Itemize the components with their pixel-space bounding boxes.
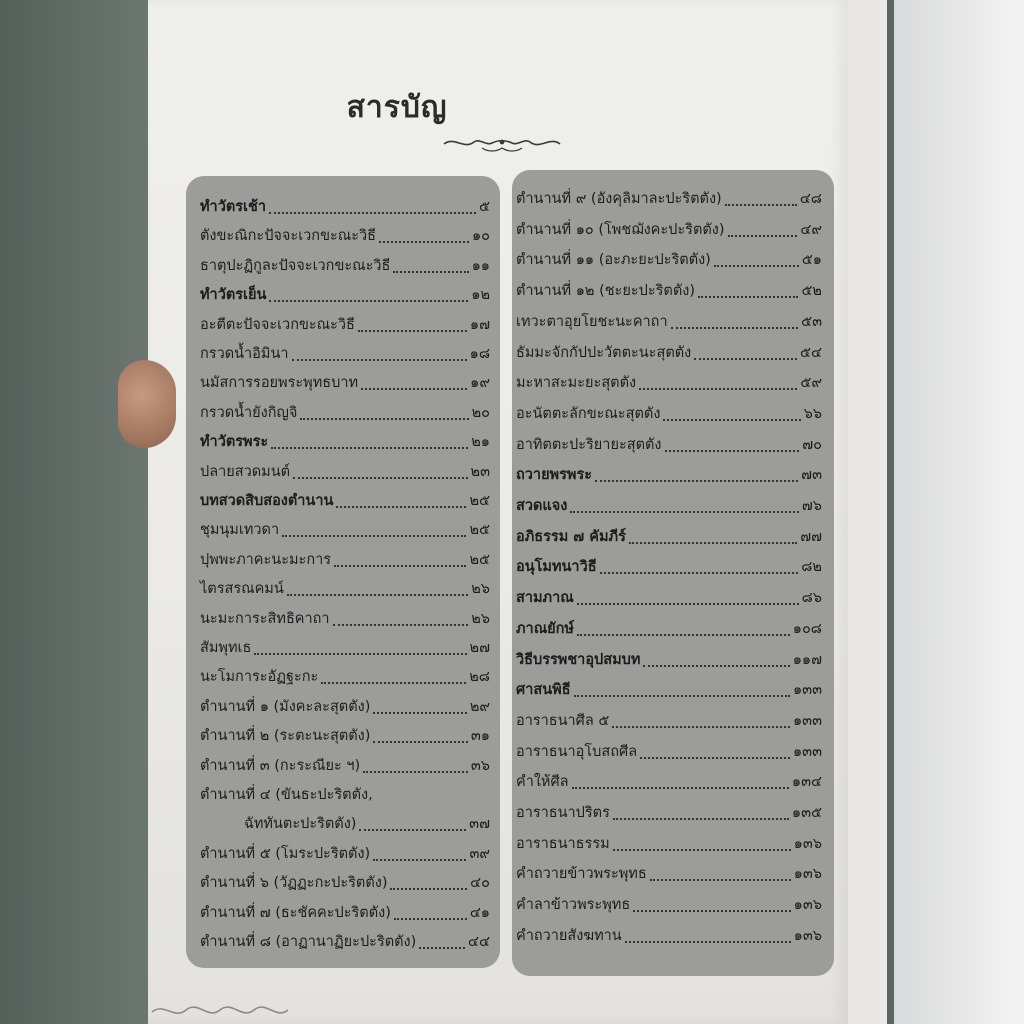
toc-entry-label: กรวดน้ำอิมินา [200,346,289,362]
toc-leader-dots [373,858,466,861]
toc-entry-label: ชุมนุมเทวดา [200,522,280,539]
toc-entry-page-number: ๒๖ [471,581,490,598]
toc-entry-label: อะตีตะปัจจะเวกขะณะวิธี [200,316,355,333]
toc-leader-dots [663,418,800,421]
page-title: สารบัญ [346,90,448,125]
toc-entry [516,741,822,763]
toc-entry-label: ศาสนพิธี [516,682,571,699]
toc-leader-dots [643,664,789,667]
toc-entry [244,813,490,835]
toc-leader-dots [698,295,798,298]
toc-entry [200,314,490,336]
finger [118,360,176,448]
toc-entry [516,188,822,210]
toc-entry-label: ภาณยักษ์ [516,620,574,637]
toc-entry-label: ตำนานที่ ๑๐ (โพชฌังคะปะริตตัง) [516,221,725,238]
toc-entry [200,755,490,777]
toc-entry [516,556,822,578]
toc-entry-page-number: ๘๒ [801,559,822,576]
toc-entry-label: นะมะการะสิทธิคาถา [200,610,330,627]
title-ornament-icon [442,132,562,154]
toc-entry-page-number: ๒๑ [471,434,490,451]
toc-entry-page-number: ๑๒ [471,287,490,304]
toc-entry-label: ตำนานที่ ๓ (กะระณียะ ฯ) [200,757,361,774]
toc-entry-page-number: ๓๖ [470,757,490,774]
toc-entry-page-number: ๑๓๕ [791,805,822,821]
toc-entry [516,679,822,701]
toc-entry-label: อาราธนาธรรม [516,835,610,852]
toc-entry-page-number: ๒๕ [469,493,490,509]
toc-entry [200,255,490,277]
toc-entry [200,931,490,953]
background-right [894,0,1024,1024]
toc-entry-label: อาราธนาอุโบสถศีล [516,743,638,760]
toc-leader-dots [625,940,791,943]
toc-leader-dots [633,909,791,912]
toc-entry-page-number: ๒๘ [469,669,490,686]
toc-entry [516,219,822,241]
toc-leader-dots [640,756,790,759]
toc-entry [200,784,490,806]
toc-entry [516,802,822,824]
toc-leader-dots [269,211,476,214]
toc-entry-label: ถวายพรพระ [516,467,593,484]
toc-entry-label: ตำนานที่ ๕ (โมระปะริตตัง) [200,845,371,862]
toc-leader-dots [361,387,467,390]
toc-entry-label: ทำวัตรเช้า [200,199,266,215]
toc-entry-page-number: ๒๕ [469,551,490,568]
toc-entry-label: ไตรสรณคมน์ [200,581,284,598]
toc-leader-dots [714,264,799,267]
toc-entry-page-number: ๕๓ [801,313,822,330]
toc-entry-page-number: ๕๔ [800,344,822,361]
toc-entry-page-number: ๑๓๖ [793,835,822,852]
toc-entry-page-number: ๕๙ [800,375,822,392]
toc-entry-label: ทำวัตรพระ [200,434,269,451]
toc-entry [516,649,822,671]
toc-entry [516,618,822,640]
toc-entry-page-number: ๔๑ [469,904,490,921]
toc-leader-dots [373,740,467,743]
toc-entry [516,464,822,486]
bottom-ornament-icon [150,1000,290,1020]
toc-entry-page-number: ๑๑๗ [792,651,822,668]
toc-entry-label: ตำนานที่ ๑๑ (อะภะยะปะริตตัง) [516,252,711,269]
toc-entry [200,225,490,247]
toc-entry [516,710,822,732]
toc-entry-page-number: ๗๗ [800,528,822,545]
toc-leader-dots [671,326,799,329]
toc-entry-label: คำลาข้าวพระพุทธ [516,897,631,914]
toc-entry-page-number: ๒๗ [469,640,490,656]
toc-entry-page-number: ๔๔ [468,934,490,950]
toc-entry [200,402,490,424]
toc-entry-label: อะนัตตะลักขะณะสุตตัง [516,405,661,422]
toc-leader-dots [639,387,797,390]
toc-leader-dots [254,652,466,655]
toc-entry-page-number: ๖๖ [803,405,822,422]
toc-entry-label: มะหาสะมะยะสุตตัง [516,375,637,392]
toc-leader-dots [393,270,468,273]
toc-entry-label: เทวะตาอุยโยชะนะคาถา [516,313,668,330]
toc-entry-label: ตำนานที่ ๗ (ธะชัคคะปะริตตัง) [200,904,391,921]
toc-entry-label: ฉัททันตะปะริตตัง) [244,816,357,833]
toc-entry-page-number: ๓๙ [469,845,490,862]
toc-entry-label: ปลายสวดมนต์ [200,463,291,480]
toc-entry [516,863,822,885]
toc-entry-label: ตำนานที่ ๘ (อาฏานาฏิยะปะริตตัง) [200,934,417,950]
toc-entry-label: ตำนานที่ ๒ (ระตะนะสุตตัง) [200,728,371,745]
toc-entry-label: สัมพุทเธ [200,640,252,656]
toc-leader-dots [363,770,468,773]
toc-entry-page-number: ๑๘ [469,346,490,362]
toc-leader-dots [269,299,468,302]
toc-entry [200,666,490,688]
toc-entry [200,725,490,747]
toc-entry-page-number: ๑๑ [471,257,490,274]
toc-entry-page-number: ๗๖ [801,498,822,514]
toc-entry-page-number: ๓๗ [469,816,490,833]
toc-leader-dots [271,446,468,449]
toc-entry-label: อนุโมทนาวิธี [516,559,597,576]
toc-entry [516,434,822,456]
toc-entry-page-number: ๑๐ [471,228,490,245]
toc-entry-label: คำถวายข้าวพระพุทธ [516,866,647,883]
toc-leader-dots [570,510,799,513]
toc-entry-page-number: ๓๑ [470,728,490,745]
toc-entry [516,495,822,517]
toc-leader-dots [293,476,467,479]
toc-entry-label: บทสวดสิบสองตำนาน [200,493,334,509]
toc-entry-label: สามภาณ [516,590,574,607]
toc-entry [200,843,490,865]
toc-entry [516,587,822,609]
toc-leader-dots [300,417,468,420]
toc-entry [200,872,490,894]
toc-leader-dots [376,801,487,802]
toc-entry-page-number: ๒๓ [470,463,490,480]
toc-entry [516,249,822,271]
toc-leader-dots [419,946,465,949]
toc-entry-page-number: ๑๓๓ [792,682,822,699]
toc-entry [200,519,490,541]
toc-entry [200,343,490,365]
toc-entry-label: ตำนานที่ ๙ (อังคุลิมาละปะริตตัง) [516,191,722,207]
toc-entry-page-number: ๕ [479,199,490,215]
toc-entry-page-number: ๑๓๖ [793,927,822,944]
toc-entry-page-number: ๕๒ [801,283,822,300]
toc-leader-dots [572,786,789,789]
toc-entry [516,403,822,425]
toc-entry-label: วิธีบรรพชาอุปสมบท [516,651,641,668]
toc-entry-label: อภิธรรม ๗ คัมภีร์ [516,528,626,545]
toc-entry-page-number: ๑๓๖ [793,897,822,914]
toc-leader-dots [613,817,789,820]
toc-leader-dots [321,681,466,684]
toc-entry [200,284,490,306]
toc-entry [200,372,490,394]
toc-leader-dots [359,828,466,831]
toc-entry [200,608,490,630]
toc-entry-label: สวดแจง [516,498,568,514]
toc-leader-dots [694,357,797,360]
toc-entry-label: ตำนานที่ ๑ (มังคะละสุตตัง) [200,698,371,715]
toc-entry [200,578,490,600]
toc-entry [200,431,490,453]
toc-entry-label: ตำนานที่ ๖ (วัฏฏะกะปะริตตัง) [200,875,388,892]
toc-entry-page-number: ๑๓๖ [793,866,822,883]
toc-entry [200,196,490,218]
toc-entry-label: ตังขะณิกะปัจจะเวกขะณะวิธี [200,228,377,245]
toc-leader-dots [292,358,467,361]
toc-entry-label: ปุพพะภาคะนะมะการ [200,551,332,568]
toc-entry [516,372,822,394]
toc-leader-dots [333,623,469,626]
toc-entry-label: คำให้ศีล [516,774,569,791]
background-left [0,0,150,1024]
toc-entry-page-number: ๗๓ [801,467,822,484]
toc-entry [200,902,490,924]
toc-entry-label: ธัมมะจักกัปปะวัตตะนะสุตตัง [516,344,692,361]
toc-entry [200,696,490,718]
toc-entry-page-number: ๔๐ [470,875,490,892]
toc-leader-dots [728,234,798,237]
toc-entry-page-number: ๑๗ [469,316,490,333]
toc-entry-page-number: ๗๐ [802,436,822,453]
toc-entry-page-number: ๒๙ [469,698,490,715]
toc-entry-label: ธาตุปะฏิกูละปัจจะเวกขะณะวิธี [200,257,391,274]
toc-entry-page-number: ๔๘ [799,191,822,207]
toc-entry [516,311,822,333]
toc-entry [200,490,490,512]
toc-entry [200,461,490,483]
toc-entry-page-number: ๒๖ [471,610,490,627]
toc-entry-page-number: ๑๓๓ [792,743,822,760]
toc-leader-dots [629,541,797,544]
toc-entry-label: นมัสการรอยพระพุทธบาท [200,375,359,392]
toc-leader-dots [574,694,790,697]
toc-entry-page-number: ๘๖ [801,590,822,607]
toc-entry [516,833,822,855]
toc-leader-dots [612,725,790,728]
toc-entry-page-number: ๑๙ [470,375,490,392]
toc-entry [516,771,822,793]
toc-entry-page-number: ๕๑ [801,252,822,269]
toc-entry [516,925,822,947]
toc-leader-dots [336,505,466,508]
toc-entry [516,280,822,302]
toc-entry-page-number: ๒๕ [469,522,490,539]
toc-entry-label: ทำวัตรเย็น [200,287,267,304]
toc-entry-page-number: ๒๐ [471,404,490,421]
toc-entry-page-number: ๑๐๘ [792,620,822,637]
toc-entry [200,549,490,571]
toc-leader-dots [613,848,791,851]
toc-leader-dots [287,593,468,596]
toc-entry-page-number: ๑๓๓ [792,712,822,729]
toc-leader-dots [725,203,797,206]
toc-entry-label: อาราธนาศีล ๕ [516,712,610,729]
toc-leader-dots [390,887,467,890]
toc-leader-dots [379,240,469,243]
toc-entry-label: ตำนานที่ ๑๒ (ชะยะปะริตตัง) [516,283,695,300]
toc-leader-dots [650,878,791,881]
toc-entry-page-number: ๑๓๔ [791,774,822,791]
toc-leader-dots [394,917,467,920]
toc-leader-dots [334,564,466,567]
toc-entry-label: ตำนานที่ ๔ (ขันธะปะริตตัง, [200,787,373,803]
toc-leader-dots [665,449,800,452]
toc-leader-dots [600,571,799,574]
toc-entry [516,894,822,916]
toc-leader-dots [282,534,466,537]
toc-entry [200,637,490,659]
toc-entry-label: กรวดน้ำยังกิญจิ [200,404,298,421]
toc-entry-label: นะโมการะอัฏฐะกะ [200,669,319,686]
toc-leader-dots [577,633,790,636]
toc-entry-label: คำถวายสังฆทาน [516,927,622,944]
toc-entry [516,526,822,548]
toc-leader-dots [595,479,798,482]
toc-entry-label: อาราธนาปริตร [516,805,610,821]
toc-leader-dots [358,329,467,332]
toc-entry-label: อาทิตตะปะริยายะสุตตัง [516,436,662,453]
toc-leader-dots [373,711,466,714]
toc-leader-dots [577,602,799,605]
toc-entry-page-number: ๔๙ [800,221,822,238]
toc-entry [516,342,822,364]
